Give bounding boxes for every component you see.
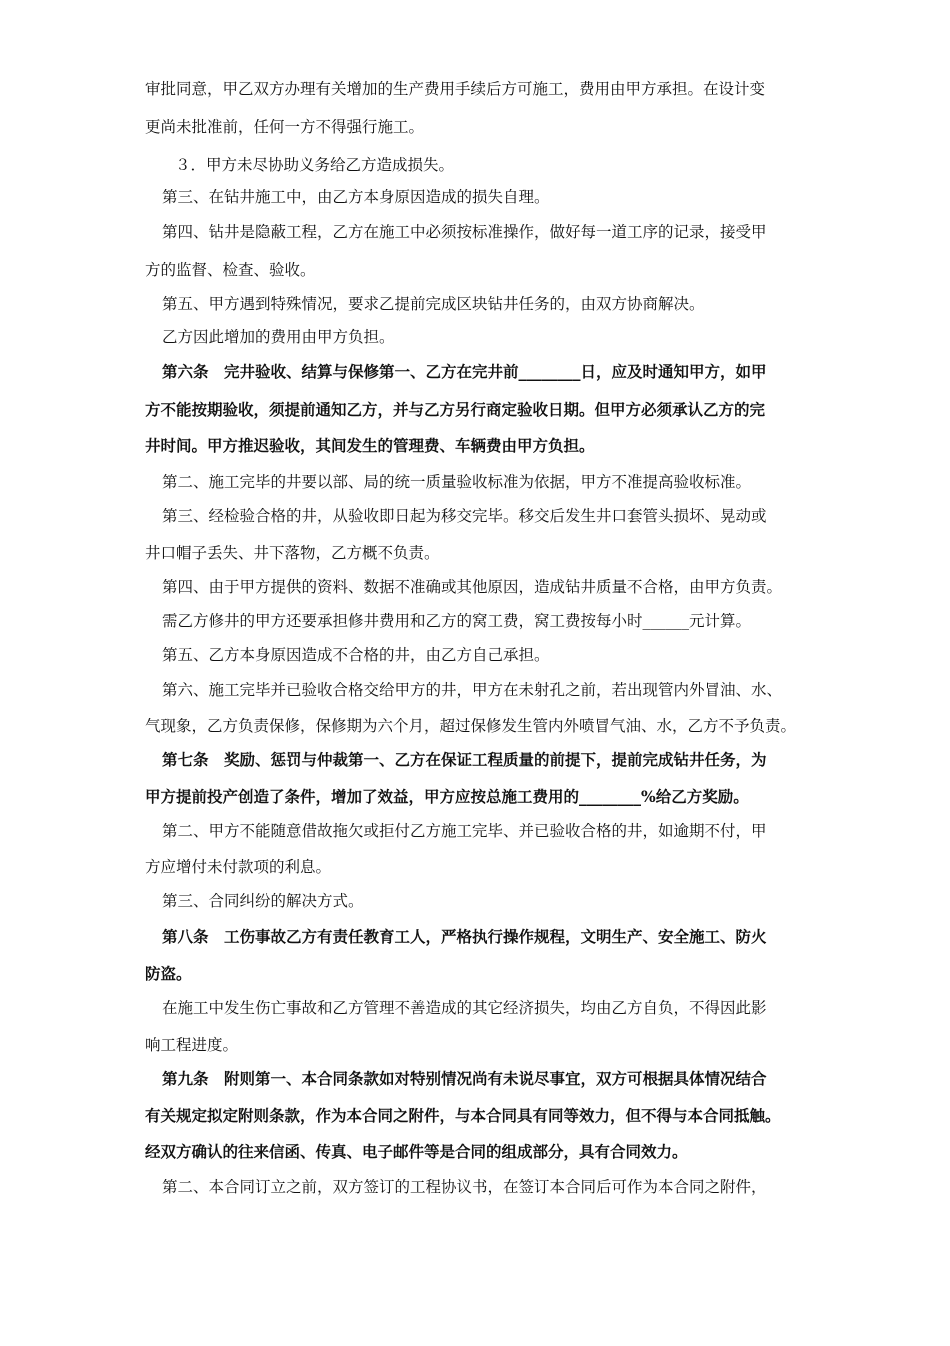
text-line: 第二、本合同订立之前，双方签订的工程协议书，在签订本合同后可作为本合同之附件， bbox=[162, 1178, 767, 1196]
text-line: 在施工中发生伤亡事故和乙方管理不善造成的其它经济损失，均由乙方自负，不得因此影 bbox=[162, 999, 767, 1017]
text-line: 需乙方修井的甲方还要承担修井费用和乙方的窝工费，窝工费按每小时______元计算。 bbox=[162, 612, 752, 630]
text-line: 井口帽子丢失、井下落物，乙方概不负责。 bbox=[145, 544, 440, 562]
text-line: ３．甲方未尽协助义务给乙方造成损失。 bbox=[175, 156, 455, 174]
text-line: 第五、甲方遇到特殊情况，要求乙提前完成区块钻井任务的，由双方协商解决。 bbox=[162, 295, 705, 313]
text-line: 第六、施工完毕并已验收合格交给甲方的井，甲方在未射孔之前，若出现管内外冒油、水、 bbox=[162, 681, 783, 699]
text-line: 第二、甲方不能随意借故拖欠或拒付乙方施工完毕、并已验收合格的井，如逾期不付，甲 bbox=[162, 822, 767, 840]
text-line: 甲方提前投产创造了条件，增加了效益，甲方应按总施工费用的________%给乙方奖励。 bbox=[145, 787, 749, 806]
text-line: 方的监督、检查、验收。 bbox=[145, 261, 316, 279]
article-6-heading: 第六条 完井验收、结算与保修第一、乙方在完井前________日，应及时通知甲方，如甲 bbox=[162, 362, 767, 381]
text-line: 第三、在钻井施工中，由乙方本身原因造成的损失自理。 bbox=[162, 188, 550, 206]
text-line: 方应增付未付款项的利息。 bbox=[145, 858, 332, 876]
text-line: 更尚未批准前，任何一方不得强行施工。 bbox=[145, 118, 425, 136]
text-line: 第三、经检验合格的井，从验收即日起为移交完毕。移交后发生井口套管头损坏、晃动或 bbox=[162, 507, 767, 525]
text-line: 乙方因此增加的费用由甲方负担。 bbox=[162, 328, 395, 346]
text-line: 经双方确认的往来信函、传真、电子邮件等是合同的组成部分，具有合同效力。 bbox=[145, 1142, 688, 1161]
text-line: 有关规定拟定附则条款，作为本合同之附件，与本合同具有同等效力，但不得与本合同抵触。 bbox=[145, 1106, 781, 1125]
article-8-heading: 第八条 工伤事故乙方有责任教育工人，严格执行操作规程，文明生产、安全施工、防火 bbox=[162, 927, 767, 946]
article-7-heading: 第七条 奖励、惩罚与仲裁第一、乙方在保证工程质量的前提下，提前完成钻井任务，为 bbox=[162, 750, 767, 769]
text-line: 井时间。甲方推迟验收，其间发生的管理费、车辆费由甲方负担。 bbox=[145, 436, 595, 455]
text-line: 审批同意，甲乙双方办理有关增加的生产费用手续后方可施工，费用由甲方承担。在设计变 bbox=[145, 80, 766, 98]
text-line: 第五、乙方本身原因造成不合格的井，由乙方自己承担。 bbox=[162, 646, 550, 664]
text-line: 第三、合同纠纷的解决方式。 bbox=[162, 892, 364, 910]
text-line: 第四、由于甲方提供的资料、数据不准确或其他原因，造成钻井质量不合格，由甲方负责。 bbox=[162, 578, 783, 596]
text-line: 方不能按期验收，须提前通知乙方，并与乙方另行商定验收日期。但甲方必须承认乙方的完 bbox=[145, 400, 766, 419]
text-line: 第四、钻井是隐蔽工程，乙方在施工中必须按标准操作，做好每一道工序的记录，接受甲 bbox=[162, 223, 767, 241]
text-line: 气现象，乙方负责保修，保修期为六个月，超过保修发生管内外喷冒气油、水，乙方不予负责。 bbox=[145, 717, 797, 735]
text-line: 第二、施工完毕的井要以部、局的统一质量验收标准为依据，甲方不准提高验收标准。 bbox=[162, 473, 752, 491]
article-9-heading: 第九条 附则第一、本合同条款如对特别情况尚有未说尽事宜，双方可根据具体情况结合 bbox=[162, 1069, 767, 1088]
text-line: 响工程进度。 bbox=[145, 1036, 239, 1054]
text-line: 防盗。 bbox=[145, 964, 192, 983]
